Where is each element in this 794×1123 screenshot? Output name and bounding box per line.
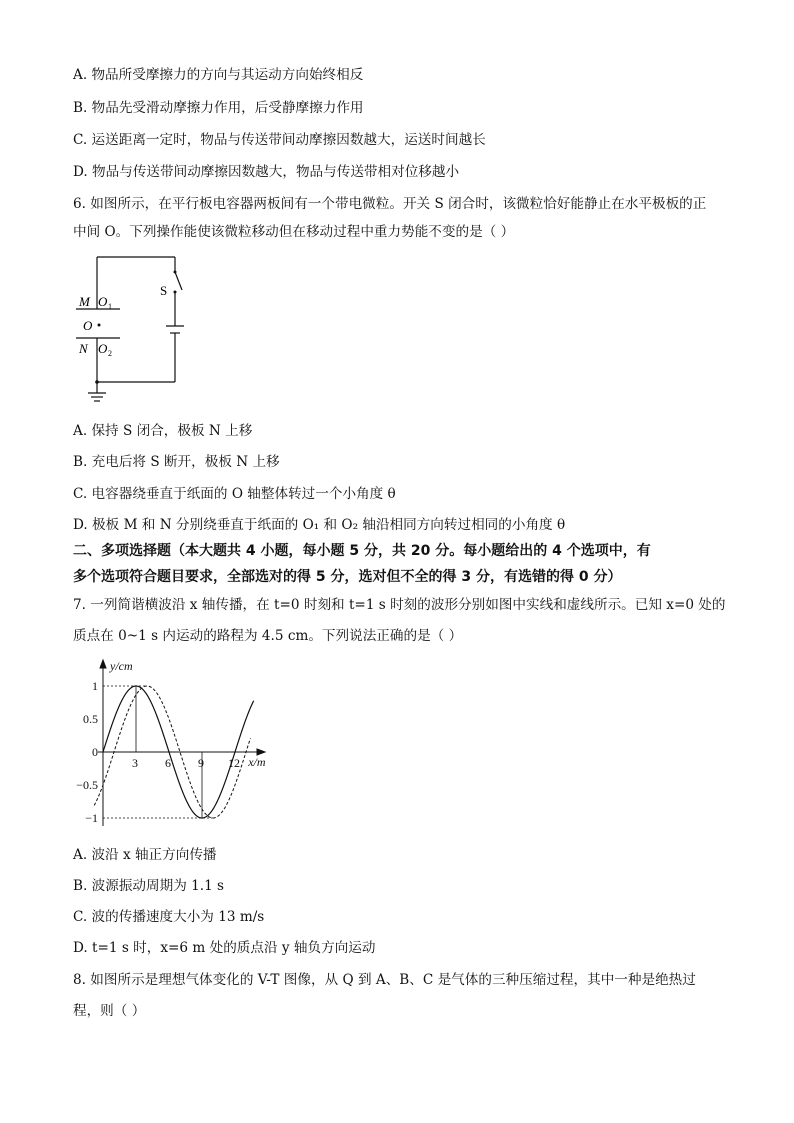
q6-stem-line2: 中间 O。下列操作能使该微粒移动但在移动过程中重力势能不变的是（ ）	[73, 224, 515, 240]
x-tick-label: 3	[132, 756, 138, 770]
q7-stem-line2: 质点在 0~1 s 内运动的路程为 4.5 cm。下列说法正确的是（ ）	[73, 628, 463, 644]
y-tick-label: −0.5	[76, 778, 98, 792]
q5-option-d: D. 物品与传送带间动摩擦因数越大，物品与传送带相对位移越小	[73, 164, 460, 180]
q6-option-c: C. 电容器绕垂直于纸面的 O 轴整体转过一个小角度 θ	[73, 486, 396, 502]
label-o2-sub: 2	[108, 349, 112, 358]
q5-option-a: A. 物品所受摩擦力的方向与其运动方向始终相反	[73, 67, 364, 83]
q6-stem-line1: 6. 如图所示，在平行板电容器两板间有一个带电微粒。开关 S 闭合时，该微粒恰好能静止在水平极板的正	[73, 196, 707, 212]
x-axis-label: x/m	[248, 755, 266, 769]
q7-option-b: B. 波源振动周期为 1.1 s	[73, 878, 225, 894]
label-n: N	[79, 341, 88, 356]
y-tick-label: −1	[85, 811, 98, 825]
section2-heading-line2: 多个选项符合题目要求，全部选对的得 5 分，选对但不全的得 3 分，有选错的得 0 分）	[73, 569, 622, 585]
y-tick-label: 0.5	[83, 712, 98, 726]
x-tick-label: 12	[228, 756, 240, 770]
q6-option-a: A. 保持 S 闭合，极板 N 上移	[73, 423, 253, 439]
q8-stem-line2: 程，则（ ）	[73, 1003, 146, 1019]
y-tick-label: 0	[92, 745, 98, 759]
q7-stem-line1: 7. 一列简谐横波沿 x 轴传播，在 t=0 时刻和 t=1 s 时刻的波形分别如图中实线和虚线所示。已知 x=0 处的	[73, 597, 726, 613]
label-m: M	[79, 294, 90, 309]
section2-heading-line1: 二、多项选择题（本大题共 4 小题，每小题 5 分，共 20 分。每小题给出的 4 个选项中，有	[73, 543, 651, 559]
y-tick-label: 1	[92, 679, 98, 693]
q8-stem-line1: 8. 如图所示是理想气体变化的 V-T 图像，从 Q 到 A、B、C 是气体的三种压缩过程，其中一种是绝热过	[73, 972, 696, 988]
x-tick-label: 9	[198, 756, 204, 770]
q7-option-d: D. t=1 s 时，x=6 m 处的质点沿 y 轴负方向运动	[73, 940, 376, 956]
y-axis-arrow	[100, 660, 106, 668]
capacitor-circuit-figure	[70, 252, 190, 412]
q6-option-d: D. 极板 M 和 N 分别绕垂直于纸面的 O₁ 和 O₂ 轴沿相同方向转过相同的小角度 θ	[73, 517, 566, 533]
q6-option-b: B. 充电后将 S 断开，极板 N 上移	[73, 454, 280, 470]
label-o1: O	[98, 294, 108, 309]
q5-option-c: C. 运送距离一定时，物品与传送带间动摩擦因数越大，运送时间越长	[73, 132, 486, 148]
y-axis-label: y/cm	[110, 659, 133, 673]
q5-option-b: B. 物品先受滑动摩擦力作用，后受静摩擦力作用	[73, 100, 364, 116]
q7-option-a: A. 波沿 x 轴正方向传播	[73, 847, 217, 863]
label-s: S	[160, 283, 168, 298]
label-o: O	[83, 318, 93, 333]
label-o2: O	[98, 341, 108, 356]
wave-graph	[60, 652, 290, 837]
label-o1-sub: 1	[108, 302, 112, 311]
x-tick-label: 6	[165, 756, 171, 770]
q7-option-c: C. 波的传播速度大小为 13 m/s	[73, 909, 265, 925]
